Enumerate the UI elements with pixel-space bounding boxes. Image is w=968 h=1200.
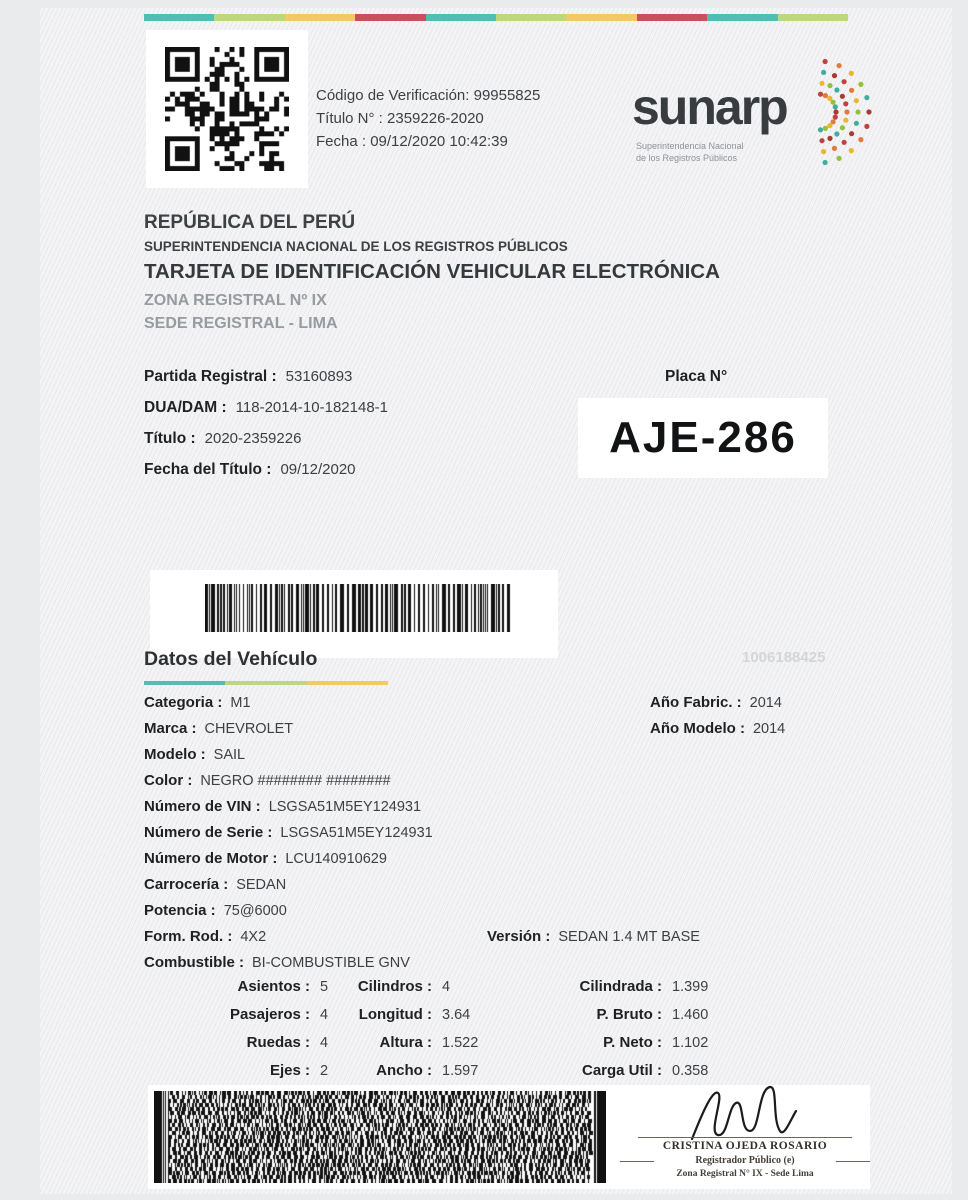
qr-code [165,47,289,171]
registration-fields [144,368,388,492]
field-carroceria [144,876,433,902]
field-label: Form. Rod. : [144,928,233,945]
stripe-segment [307,681,388,685]
sunarp-subtitle [636,140,744,164]
verification-fecha: Fecha : 09/12/2020 10:42:39 [316,133,508,150]
stat-value: 3.64 [442,1007,471,1023]
stat-label: Cilindros : [357,978,432,995]
stat-value: 1.399 [672,979,709,995]
heading-card-title: TARJETA DE IDENTIFICACIÓN VEHICULAR ELECTRÓNICA [144,260,720,283]
stat-value: 1.102 [672,1035,709,1051]
stat-label: P. Neto : [603,1034,662,1051]
field-potencia [144,902,433,928]
field-ano-fabric [650,694,785,720]
stat-pasajeros [144,1006,328,1034]
stat-label: Pasajeros : [229,1006,310,1023]
stat-value: 0.358 [672,1063,709,1079]
reference-number: 1006188425 [742,649,826,666]
stat-altura [320,1034,478,1062]
field-label: Año Fabric. : [650,694,742,711]
stripe-segment [144,681,225,685]
field-version [487,928,700,954]
stripe-segment [707,14,777,21]
field-label: Categoria : [144,694,223,711]
field-value: M1 [230,695,251,711]
field-label: Combustible : [144,954,244,971]
placa-number: AJE-286 [609,413,797,462]
sunarp-wordmark: sunarp [632,79,787,135]
stat-value: 4 [442,979,451,995]
sunarp-logo [596,38,916,183]
stat-cilindrada [510,978,708,1006]
verification-block [316,84,540,153]
sunarp-subtitle-line1: Superintendencia Nacional [636,141,744,151]
bottom-barcode-strip [148,1085,870,1189]
stats-column-2 [320,978,478,1090]
stripe-segment [426,14,496,21]
field-label: Número de VIN : [144,798,261,815]
stat-p-bruto [510,1006,708,1034]
placa-label: Placa N° [665,368,728,385]
signature-line [638,1137,852,1138]
vehicle-fields-left [144,694,433,980]
stat-label: Ejes : [269,1062,310,1079]
stat-value: 4 [320,1007,329,1023]
field-label: Versión : [487,928,551,945]
stat-p-neto [510,1034,708,1062]
field-modelo [144,746,433,772]
field-value: 118-2014-10-182148-1 [235,399,388,416]
qr-code-box [146,30,308,188]
field-label: Carrocería : [144,876,229,893]
field-numero-vin [144,798,433,824]
stat-value: 1.597 [442,1063,479,1079]
field-value: BI-COMBUSTIBLE GNV [252,955,410,971]
stripe-segment [496,14,566,21]
stat-cilindros [320,978,478,1006]
stat-value: 1.522 [442,1035,479,1051]
stat-longitud [320,1006,478,1034]
field-value: CHEVROLET [204,721,294,737]
field-label: Partida Registral : [144,368,277,385]
stat-value: 2 [320,1063,329,1079]
section-title-datos-vehiculo: Datos del Vehículo [144,648,318,670]
field-titulo [144,430,388,461]
field-value: SAIL [213,747,246,763]
stat-label: Ancho : [376,1062,432,1079]
signature-flourish-icon [678,1081,808,1143]
heading-republica: REPÚBLICA DEL PERÚ [144,212,356,233]
stripe-segment [778,14,848,21]
verification-code: Código de Verificación: 99955825 [316,87,541,104]
stripe-segment [637,14,707,21]
field-value: 75@6000 [223,903,287,919]
stat-ruedas [144,1034,328,1062]
field-label: Modelo : [144,746,206,763]
heading-zona-registral: ZONA REGISTRAL Nº IX [144,292,327,309]
field-form-rod [144,928,433,954]
stat-label: Carga Util : [581,1062,662,1079]
signer-role: Registrador Público (e) [695,1155,795,1166]
stripe-segment [355,14,425,21]
field-label: Año Modelo : [650,720,745,737]
field-label: Fecha del Título : [144,461,272,478]
field-numero-serie [144,824,433,850]
section-underline [144,681,388,685]
field-value: 4X2 [240,929,267,945]
sunarp-burst-icon [802,36,937,186]
stat-value: 4 [320,1035,329,1051]
field-label: Número de Serie : [144,824,273,841]
stripe-segment [566,14,636,21]
signer-name: CRISTINA OJEDA ROSARIO [662,1140,828,1152]
stat-label: P. Bruto : [596,1006,662,1023]
heading-sede-registral: SEDE REGISTRAL - LIMA [144,315,338,332]
stripe-segment [144,14,214,21]
field-value: SEDAN 1.4 MT BASE [558,929,700,945]
vehicle-fields-right [650,694,785,746]
vehicle-card [40,8,952,1194]
field-partida-registral [144,368,388,399]
heading-superintendencia: SUPERINTENDENCIA NACIONAL DE LOS REGISTROS PÚBLICOS [144,239,568,254]
stripe-segment [285,14,355,21]
field-value: LSGSA51M5EY124931 [268,799,422,815]
stat-label: Longitud : [358,1006,432,1023]
field-color [144,772,433,798]
sunarp-subtitle-line2: de los Registros Públicos [636,153,738,163]
stat-value: 5 [320,979,329,995]
stripe-segment [225,681,306,685]
field-categoria [144,694,433,720]
top-stripe-bar [144,14,848,21]
stat-label: Ruedas : [246,1034,310,1051]
placa-box [578,398,828,478]
barcode-box [150,570,558,658]
stat-label: Cilindrada : [579,978,662,995]
field-fecha-titulo [144,461,388,492]
field-label: Marca : [144,720,197,737]
field-value: LSGSA51M5EY124931 [280,825,433,841]
stat-label: Asientos : [237,978,310,995]
field-dua-dam [144,399,388,430]
field-label: Potencia : [144,902,216,919]
field-label: Título : [144,430,196,447]
field-marca [144,720,433,746]
stats-column-3 [510,978,708,1090]
field-value: 2014 [749,695,782,711]
stat-asientos [144,978,328,1006]
verification-titulo: Título N° : 2359226-2020 [316,110,484,127]
stripe-segment [214,14,284,21]
barcode-pdf417 [154,1091,606,1183]
field-ano-modelo [650,720,785,746]
signer-office: Zona Registral N° IX - Sede Lima [676,1169,814,1179]
field-label: DUA/DAM : [144,399,227,416]
field-combustible [144,954,433,980]
stat-value: 1.460 [672,1007,709,1023]
signature-dash-right [836,1161,870,1162]
field-value: LCU140910629 [285,851,387,867]
field-value: SEDAN [236,877,287,893]
field-value: 2014 [752,721,786,737]
barcode-1d [205,584,511,632]
field-value: 09/12/2020 [280,461,356,478]
field-label: Color : [144,772,193,789]
field-value: NEGRO ######## ######## [200,773,391,789]
field-value: 53160893 [285,368,353,385]
field-value: 2020-2359226 [204,430,302,447]
field-numero-motor [144,850,433,876]
stat-label: Altura : [379,1034,432,1051]
signature-block [620,1085,870,1189]
field-label: Número de Motor : [144,850,278,867]
stats-column-1 [144,978,328,1090]
